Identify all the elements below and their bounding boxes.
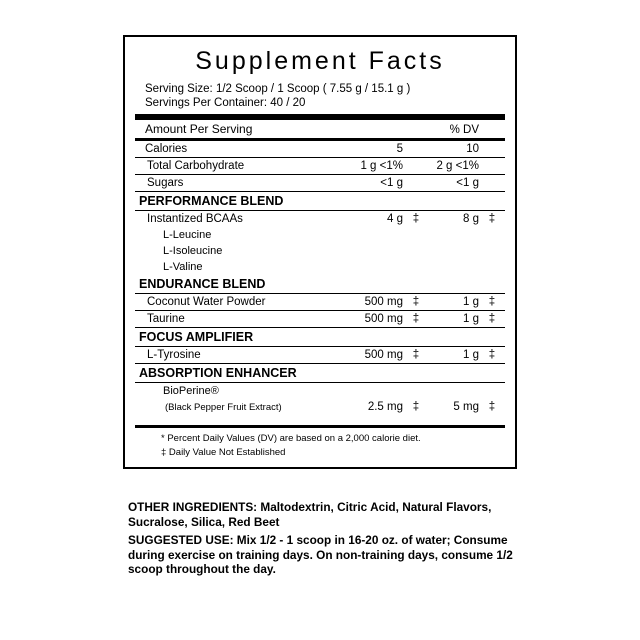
footnote-dagger: ‡ Daily Value Not Established	[161, 447, 286, 458]
ingredient-dagger-full: ‡	[488, 401, 496, 413]
table-row	[135, 243, 505, 259]
blank-cell	[479, 243, 505, 259]
blank-cell	[345, 227, 403, 243]
table-row	[135, 158, 505, 175]
ingredient-dagger-full: ‡	[479, 294, 505, 311]
nutrient-amount-full: 10	[429, 140, 479, 158]
nutrient-name: Sugars	[135, 175, 345, 192]
blank-cell	[429, 383, 479, 400]
below-panel-text	[128, 500, 520, 581]
sub-ingredient: L-Valine	[163, 261, 203, 273]
blank-cell	[403, 243, 429, 259]
nutrient-name: Total Carbohydrate	[135, 158, 345, 175]
footnote-dv: * Percent Daily Values (DV) are based on a 2,000 calorie diet.	[161, 433, 421, 444]
supplement-facts-panel	[123, 35, 517, 469]
ingredient-amount-full: 8 g	[463, 213, 479, 225]
nutrient-amount-half: <1 g	[345, 175, 403, 192]
ingredient-amount-half: 500 mg	[345, 311, 403, 328]
blend-heading: ENDURANCE BLEND	[135, 275, 505, 294]
ingredient-amount-full: 1 g	[429, 347, 479, 364]
nutrient-dagger-full	[479, 158, 505, 175]
table-row	[135, 383, 505, 400]
blank-cell	[345, 383, 403, 400]
blank-cell	[429, 243, 479, 259]
table-row	[135, 211, 505, 228]
blank-cell	[479, 227, 505, 243]
ingredient-amount-half: 500 mg	[345, 294, 403, 311]
blend-heading: ABSORPTION ENHANCER	[135, 364, 505, 383]
blend-heading-row	[135, 275, 505, 294]
table-row	[135, 227, 505, 243]
blank-cell	[479, 383, 505, 400]
servings-per-container-line: Servings Per Container: 40 / 20	[145, 97, 306, 109]
blank-cell	[403, 227, 429, 243]
nutrient-amount-half: 5	[345, 140, 403, 158]
nutrient-amount-full: 2 g <1%	[429, 158, 479, 175]
ingredient-name: Taurine	[135, 311, 345, 328]
amount-per-serving-header: Amount Per Serving	[135, 120, 345, 140]
nutrient-dagger-half	[403, 175, 429, 192]
ingredient-amount-half: 4 g	[387, 213, 403, 225]
ingredient-dagger-full: ‡	[488, 213, 496, 225]
header-blank-a	[345, 120, 403, 140]
table-row	[135, 175, 505, 192]
table-row	[135, 294, 505, 311]
ingredient-dagger-half: ‡	[403, 311, 429, 328]
blend-heading-row	[135, 364, 505, 383]
ingredient-amount-full: 1 g	[429, 294, 479, 311]
ingredient-dagger-half: ‡	[412, 213, 420, 225]
ingredient-dagger-half: ‡	[412, 401, 420, 413]
page-title: Supplement Facts	[195, 47, 445, 75]
table-row	[135, 140, 505, 158]
ingredient-name: Instantized BCAAs	[147, 213, 243, 225]
ingredient-name: L-Tyrosine	[135, 347, 345, 364]
nutrient-amount-half: 1 g <1%	[345, 158, 403, 175]
serving-size-line: Serving Size: 1/2 Scoop / 1 Scoop ( 7.55 g / 15.1 g )	[145, 83, 411, 95]
nutrient-dagger-full	[479, 175, 505, 192]
ingredient-dagger-full: ‡	[479, 311, 505, 328]
nutrient-name: Calories	[135, 140, 345, 158]
ingredient-dagger-half: ‡	[403, 294, 429, 311]
blank-cell	[403, 383, 429, 400]
ingredient-amount-half: 500 mg	[345, 347, 403, 364]
blank-cell	[429, 227, 479, 243]
suggested-use: SUGGESTED USE: Mix 1/2 - 1 scoop in 16-20 oz. of water; Consume during exercise on training days. On non-training days, consume 1/2 scoop throughout the day.	[128, 533, 513, 576]
table-row	[135, 311, 505, 328]
blank-cell	[429, 259, 479, 275]
other-ingredients: OTHER INGREDIENTS: Maltodextrin, Citric Acid, Natural Flavors, Sucralose, Silica, Red Beet	[128, 500, 492, 529]
blank-cell	[403, 259, 429, 275]
nutrient-dagger-full	[479, 140, 505, 158]
ingredient-dagger-full: ‡	[479, 347, 505, 364]
table-header-row	[135, 120, 505, 140]
table-row	[135, 259, 505, 275]
blend-heading-row	[135, 192, 505, 211]
table-row	[135, 347, 505, 364]
nutrient-dagger-half	[403, 140, 429, 158]
nutrient-dagger-half	[403, 158, 429, 175]
ingredient-amount-full: 5 mg	[453, 401, 479, 413]
blend-heading: FOCUS AMPLIFIER	[135, 328, 505, 347]
header-blank-bd	[479, 120, 505, 140]
table-row	[135, 399, 505, 415]
blend-heading: PERFORMANCE BLEND	[135, 192, 505, 211]
ingredient-paren-note: (Black Pepper Fruit Extract)	[165, 402, 282, 413]
nutrition-table	[135, 120, 505, 415]
blank-cell	[479, 259, 505, 275]
header-blank-ad	[403, 120, 429, 140]
blank-cell	[345, 243, 403, 259]
ingredient-name: Coconut Water Powder	[135, 294, 345, 311]
ingredient-amount-half: 2.5 mg	[367, 401, 403, 413]
sub-ingredient: L-Isoleucine	[163, 245, 223, 257]
blank-cell	[345, 259, 403, 275]
ingredient-dagger-half: ‡	[403, 347, 429, 364]
blend-heading-row	[135, 328, 505, 347]
ingredient-amount-full: 1 g	[429, 311, 479, 328]
percent-dv-header: % DV	[429, 120, 479, 140]
ingredient-name: BioPerine®	[163, 385, 219, 397]
sub-ingredient: L-Leucine	[163, 229, 212, 241]
nutrient-amount-full: <1 g	[429, 175, 479, 192]
